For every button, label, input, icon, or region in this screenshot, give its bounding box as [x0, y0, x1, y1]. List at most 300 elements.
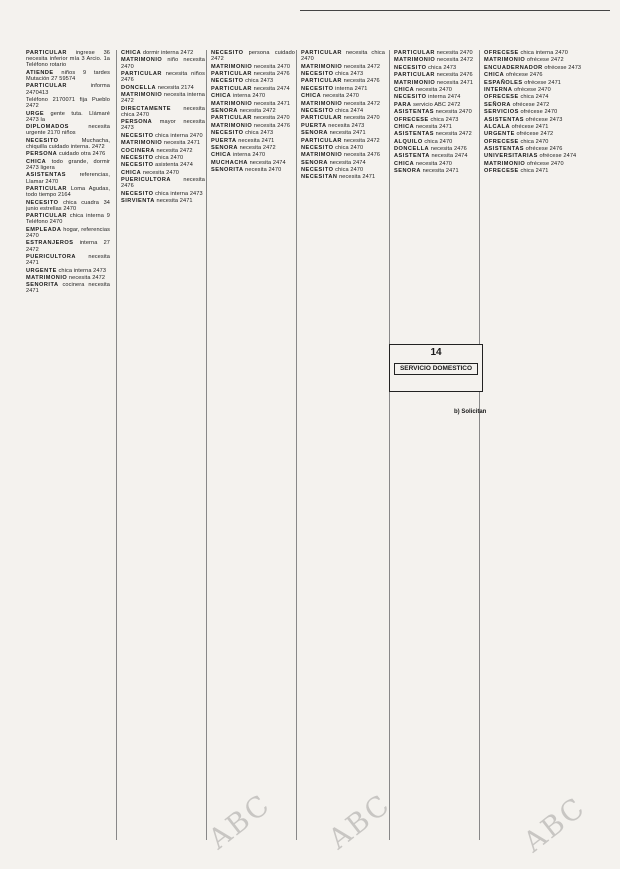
ad-text: chica 2470 — [520, 138, 549, 145]
ad-keyword: NECESITO — [26, 137, 59, 144]
ad-text: interna 2474 — [428, 94, 461, 101]
classified-ad — [211, 64, 295, 70]
ad-keyword: NECESITO — [301, 167, 334, 174]
section-subheading: b) Solicitan — [454, 409, 487, 415]
ad-keyword: PARTICULAR — [26, 50, 67, 56]
ad-column-6 — [484, 50, 584, 840]
ad-keyword: NECESITAN — [301, 174, 338, 181]
ad-keyword: MATRIMONIO — [301, 63, 343, 70]
ad-text: necesita 2476 — [430, 146, 467, 153]
classified-ad — [301, 50, 385, 62]
ad-keyword: PARTICULAR — [211, 70, 252, 77]
classified-ad — [26, 213, 110, 225]
classified-ad — [394, 168, 478, 174]
classified-ad — [211, 78, 295, 84]
ad-keyword: PARTICULAR — [26, 213, 67, 220]
ad-text: servicio ABC 2472 — [413, 101, 461, 108]
classified-ad — [394, 146, 478, 152]
ad-keyword: SENORA — [394, 168, 421, 175]
ad-text: necesita 2470 — [142, 169, 180, 176]
classified-ad — [26, 124, 110, 136]
ad-keyword: PARTICULAR — [301, 137, 342, 144]
ad-keyword: ASISTENTAS — [484, 116, 525, 123]
classified-ad — [394, 57, 478, 63]
ad-keyword: COCINERA — [121, 147, 155, 154]
classified-ad — [211, 167, 295, 173]
classified-ad — [26, 97, 110, 109]
classified-page — [24, 14, 584, 854]
ad-text: chica 2470 — [424, 138, 453, 145]
classified-ad — [484, 153, 584, 159]
ad-keyword: DONCELLA — [121, 84, 157, 91]
ad-text: persona cuidado 2472 — [211, 50, 295, 63]
ad-keyword: NECESITO — [394, 94, 427, 101]
classified-ad — [394, 50, 478, 56]
ad-keyword: PUERICULTORA — [121, 177, 171, 184]
classified-ad — [301, 101, 385, 107]
ad-keyword: NECESITO — [211, 50, 244, 56]
classified-ad — [484, 168, 584, 174]
ad-column-5 — [394, 50, 478, 840]
ad-keyword: MATRIMONIO — [121, 57, 163, 64]
ad-text: necesita 2472 — [436, 57, 474, 64]
ad-keyword: ESPAÑOLES — [484, 79, 523, 86]
classified-ad — [484, 109, 584, 115]
ad-keyword: DIPLOMADOS — [26, 124, 69, 131]
ad-text: chica 2473 — [245, 130, 274, 137]
ad-keyword: OFRECESE — [484, 138, 519, 145]
ad-text: necesita 2470 — [253, 115, 290, 122]
ad-text: niño necesita 2470 — [121, 57, 205, 70]
column-rule — [116, 50, 117, 840]
classified-ad — [121, 162, 205, 168]
classified-ad — [121, 71, 205, 83]
ad-text: dormir interna 2472 — [142, 50, 194, 56]
ad-text: necesita 2470 — [436, 50, 473, 56]
ad-text: necesita 2472 — [68, 274, 106, 281]
classified-ad — [211, 108, 295, 114]
classified-ad — [121, 119, 205, 131]
classified-ad — [484, 146, 584, 152]
ad-text: necesita 2473 — [328, 122, 365, 129]
classified-ad — [121, 177, 205, 189]
classified-ad — [394, 117, 478, 123]
classified-ad — [26, 50, 110, 69]
classified-ad — [26, 186, 110, 198]
classified-ad — [394, 72, 478, 78]
ad-keyword: MATRIMONIO — [484, 160, 526, 167]
ad-text: necesita 2471 — [415, 123, 453, 130]
classified-ad — [484, 94, 584, 100]
classified-ad — [211, 152, 295, 158]
ad-keyword: PUERTA — [211, 137, 237, 144]
ad-text: ofrécese 2471 — [524, 79, 562, 86]
ad-keyword: PERSONA — [121, 119, 153, 126]
ad-text: necesita 2470 — [435, 109, 472, 116]
ad-text: ofrécese 2476 — [525, 146, 563, 153]
ad-keyword: CHICA — [394, 123, 415, 130]
classified-ad — [121, 198, 205, 204]
ad-keyword: ASISTENTAS — [484, 146, 525, 153]
ad-keyword: SENORA — [211, 144, 238, 151]
ad-keyword: MATRIMONIO — [211, 100, 253, 107]
ad-text: cuidado otra 2476 — [58, 151, 106, 158]
classified-ad — [301, 108, 385, 114]
ad-text: necesita 2474 — [329, 159, 366, 166]
ad-column-1 — [26, 50, 110, 840]
ad-text: necesita 2476 — [436, 72, 473, 79]
classified-ad — [121, 140, 205, 146]
ad-keyword: PARTICULAR — [394, 72, 435, 79]
ad-text: niños 9 tardes Mutación 27 59574 — [26, 69, 110, 82]
ad-text: ofrécese 2470 — [520, 109, 558, 116]
ad-keyword: PARTICULAR — [211, 115, 252, 122]
classified-ad — [484, 124, 584, 130]
ad-keyword: PARTICULAR — [211, 85, 252, 92]
ad-keyword: CHICA — [394, 86, 415, 93]
classified-ad — [301, 78, 385, 84]
column-rule — [206, 50, 207, 840]
ad-keyword: EMPLEADA — [26, 226, 62, 233]
ad-keyword: CHICA — [121, 50, 142, 56]
ad-keyword: NECESITO — [121, 162, 154, 169]
classified-ad — [121, 148, 205, 154]
ad-text: necesita 2472 — [239, 107, 276, 114]
ad-keyword: DONCELLA — [394, 146, 430, 153]
ad-text: chica 2473 — [245, 78, 274, 85]
classified-ad — [211, 86, 295, 92]
ad-keyword: CHICA — [121, 169, 142, 176]
ad-keyword: MATRIMONIO — [301, 152, 343, 159]
ad-keyword: SENORA — [301, 159, 328, 166]
ad-text: necesita 2472 — [156, 147, 193, 154]
ad-keyword: PARTICULAR — [301, 78, 342, 85]
ad-text: gente tuta. Llámaré 2473 la — [26, 110, 110, 123]
classified-ad — [26, 111, 110, 123]
ad-keyword: ASISTENTAS — [394, 131, 435, 138]
ad-text: necesita interna 2472 — [121, 91, 205, 105]
ad-keyword: OFRECESE — [484, 94, 519, 101]
classified-ad — [211, 160, 295, 166]
ad-text: todo grande, dormir 2473 ligera — [26, 158, 110, 171]
abc-watermark: ABC — [517, 790, 592, 859]
ad-keyword: ENCUADERNADOR — [484, 64, 543, 71]
ad-keyword: ESTRANJEROS — [26, 240, 74, 247]
ad-keyword: ALQUILO — [394, 138, 423, 145]
classified-ad — [121, 92, 205, 104]
ad-keyword: SENORITA — [211, 167, 244, 174]
classified-ad — [484, 65, 584, 71]
ad-text: necesita 2476 — [343, 78, 380, 85]
classified-ad — [394, 102, 478, 108]
classified-ad — [484, 87, 584, 93]
ad-text: necesita 2470 — [415, 86, 453, 93]
classified-ad — [26, 268, 110, 274]
classified-ad — [211, 123, 295, 129]
ad-keyword: MATRIMONIO — [211, 122, 253, 129]
classified-ad — [484, 72, 584, 78]
classified-ad — [394, 131, 478, 137]
ad-keyword: ASISTENTAS — [394, 109, 435, 116]
classified-ad — [26, 138, 110, 150]
classified-ad — [301, 71, 385, 77]
classified-ad — [484, 139, 584, 145]
classified-ad — [301, 64, 385, 70]
ad-keyword: PARTICULAR — [26, 185, 67, 192]
ad-text: chica cuadra 34 junio estrellas 2470 — [26, 199, 110, 212]
classified-ad — [121, 57, 205, 69]
ad-keyword: NECESITO — [301, 144, 334, 151]
classified-ad — [394, 94, 478, 100]
ad-text: ofrécese 2471 — [511, 123, 549, 130]
ad-text: necesita 2470 — [343, 115, 380, 122]
classified-ad — [211, 101, 295, 107]
ad-keyword: UNIVERSITARIAS — [484, 153, 538, 160]
ad-text: asistenta 2474 — [155, 162, 193, 169]
classified-ad — [26, 282, 110, 294]
classified-ad — [394, 65, 478, 71]
ad-keyword: PERSONA — [26, 151, 58, 158]
ad-keyword: SIRVIENTA — [121, 198, 155, 205]
classified-ad — [394, 153, 478, 159]
ad-keyword: INTERNA — [484, 86, 513, 93]
classified-ad — [26, 172, 110, 184]
ad-text: necesita 2472 — [435, 131, 472, 138]
ad-text: necesita 2471 — [253, 100, 291, 107]
classified-ad — [26, 83, 110, 95]
ad-keyword: CHICA — [211, 93, 232, 100]
column-rule — [296, 50, 297, 840]
ad-text: necesita 2470 — [415, 160, 453, 167]
classified-ad — [121, 191, 205, 197]
ad-text: chica 2471 — [520, 168, 549, 175]
ad-keyword: URGE — [26, 110, 45, 117]
ad-text: necesita 2476 — [253, 122, 291, 129]
ad-keyword: NECESITO — [121, 190, 154, 197]
ad-text: necesita 2471 — [436, 79, 474, 86]
ad-text: necesita 2476 — [121, 177, 205, 190]
column-rule — [389, 50, 390, 840]
ad-keyword: URGENTE — [26, 267, 57, 274]
ad-keyword: PARTICULAR — [301, 115, 342, 122]
ad-text: referencias, Llamar 2470 — [26, 172, 110, 185]
classified-ad — [301, 130, 385, 136]
ad-keyword: MATRIMONIO — [484, 57, 526, 64]
classified-ad — [484, 50, 584, 56]
classified-ad — [121, 106, 205, 118]
ad-text: necesita 2474 — [431, 153, 468, 160]
ad-text: necesita 2470 — [322, 93, 360, 100]
ad-text: necesita 2470 — [245, 167, 282, 174]
ad-keyword: SENORA — [211, 107, 238, 114]
classified-ad — [301, 138, 385, 144]
classified-ad — [26, 254, 110, 266]
ad-text: chica 2470 — [335, 167, 364, 174]
section-number: 14 — [430, 347, 442, 358]
ad-keyword: NECESITO — [394, 64, 427, 71]
classified-ad — [301, 152, 385, 158]
ad-text: Muchacha, chiquilla cuidado interna. 2472 — [26, 137, 110, 150]
ad-keyword: SENORITA — [26, 282, 59, 289]
classified-ad — [26, 70, 110, 82]
ad-keyword: PARTICULAR — [394, 50, 435, 56]
ad-text: chica interna 2470 — [520, 50, 568, 56]
ad-text: necesita 2471 — [238, 137, 275, 144]
ad-keyword: CHICA — [484, 72, 505, 79]
ad-keyword: MATRIMONIO — [26, 274, 68, 281]
ad-text: chica interna 2470 — [155, 132, 203, 139]
classified-ad — [26, 227, 110, 239]
ad-text: interna 2470 — [232, 152, 266, 159]
ad-text: chica 2470 — [335, 144, 364, 151]
classified-ad — [394, 139, 478, 145]
ad-text: ofrécese 2473 — [525, 116, 563, 123]
ad-keyword: PUERTA — [301, 122, 327, 129]
classified-ad — [301, 123, 385, 129]
ad-text: Teléfono 2170071 fija Pueblo 2472 — [26, 96, 110, 110]
classified-ad — [26, 151, 110, 157]
ad-keyword: ASISTENTAS — [26, 172, 67, 179]
ad-keyword: ATIENDE — [26, 69, 54, 76]
ad-keyword: SENORA — [301, 130, 328, 137]
ad-text: necesita 2476 — [253, 70, 290, 77]
ad-text: ofrécese 2476 — [505, 72, 543, 79]
ad-keyword: OFRECESE — [394, 116, 429, 123]
classified-ad — [121, 133, 205, 139]
ad-text: necesita 2472 — [343, 100, 381, 107]
ad-text: interna 2471 — [335, 85, 368, 92]
ad-text: necesita 2476 — [343, 152, 381, 159]
classified-ad — [211, 50, 295, 62]
classified-ad — [301, 145, 385, 151]
ad-keyword: OFRECESE — [484, 50, 519, 56]
column-rule — [479, 50, 480, 840]
ad-keyword: MATRIMONIO — [211, 63, 253, 70]
ad-keyword: DIRECTAMENTE — [121, 105, 172, 112]
ad-text: necesita 2470 — [253, 63, 291, 70]
ad-text: necesita 2474 — [253, 85, 290, 92]
ad-keyword: MATRIMONIO — [301, 100, 343, 107]
ad-text: chica 2474 — [335, 107, 364, 114]
classified-ad — [211, 145, 295, 151]
ad-keyword: CHICA — [301, 93, 322, 100]
ad-keyword: ASISTENTA — [394, 153, 430, 160]
classified-ad — [301, 115, 385, 121]
ad-text: necesita 2472 — [239, 144, 276, 151]
classified-ad — [301, 174, 385, 180]
ad-column-4 — [301, 50, 385, 840]
ad-text: chica 2473 — [428, 64, 457, 71]
ad-text: necesita 2471 — [422, 168, 459, 175]
abc-watermark: ABC — [322, 787, 397, 856]
classified-ad — [26, 200, 110, 212]
ad-text: chica 2473 — [430, 116, 459, 123]
classified-ad — [26, 240, 110, 252]
classified-ad — [484, 102, 584, 108]
section-header-box — [389, 344, 483, 392]
ad-keyword: PARA — [394, 101, 412, 108]
classified-ad — [484, 131, 584, 137]
classified-ad — [26, 159, 110, 171]
classified-ad — [211, 115, 295, 121]
ad-text: chica interna 9 Teléfono 2470 — [26, 213, 110, 226]
ad-text: necesita 2471 — [156, 198, 193, 205]
classified-ad — [121, 50, 205, 56]
ad-keyword: MATRIMONIO — [121, 140, 163, 147]
ad-keyword: NECESITO — [121, 154, 154, 161]
ad-text: ofrécese 2472 — [526, 57, 564, 64]
ad-text: chica 2473 — [335, 70, 364, 77]
ad-text: necesita 2474 — [249, 159, 286, 166]
classified-ad — [121, 155, 205, 161]
ad-keyword: NECESITO — [301, 107, 334, 114]
ad-text: chica 2470 — [155, 154, 184, 161]
ad-keyword: PARTICULAR — [121, 70, 162, 77]
ad-text: necesita 2472 — [343, 137, 380, 144]
ad-text: necesita 2471 — [163, 140, 201, 147]
classified-ad — [394, 87, 478, 93]
ad-text: necesita 2471 — [26, 253, 110, 267]
classified-ad — [121, 170, 205, 176]
classified-ad — [484, 57, 584, 63]
ad-keyword: ALCALA — [484, 123, 510, 130]
ad-keyword: NECESITO — [301, 70, 334, 77]
ad-text: necesita 2174 — [157, 84, 194, 91]
ad-keyword: NECESITO — [211, 78, 244, 85]
ad-text: Loma Agudas, todo tiempo 2164 — [26, 185, 110, 199]
ad-text: interna 2470 — [232, 93, 266, 100]
classified-ad — [394, 109, 478, 115]
classified-ad — [484, 161, 584, 167]
ad-keyword: NECESITO — [301, 85, 334, 92]
ad-text: chica 2474 — [520, 94, 549, 101]
ad-keyword: SERVICIOS — [484, 109, 519, 116]
ad-keyword: CHICA — [394, 160, 415, 167]
section-title: SERVICIO DOMESTICO — [394, 363, 478, 375]
ad-text: necesita chica 2470 — [301, 50, 385, 63]
ad-keyword: PARTICULAR — [26, 83, 67, 90]
classified-ad — [484, 80, 584, 86]
ad-text: mayor necesita 2473 — [121, 119, 205, 132]
classified-ad — [26, 275, 110, 281]
classified-ad — [211, 93, 295, 99]
ad-text: necesita niños 2476 — [121, 70, 205, 84]
classified-ad — [394, 80, 478, 86]
ad-keyword: URGENTE — [484, 131, 515, 138]
ad-keyword: MUCHACHA — [211, 159, 248, 166]
ad-keyword: NECESITO — [26, 199, 59, 206]
ad-text: chica interna 2473 — [58, 267, 107, 274]
ad-text: necesita urgente 2170 niños — [26, 124, 110, 137]
ad-text: ofrécese 2472 — [512, 101, 550, 108]
ad-text: hogar, referencias 2470 — [26, 226, 110, 239]
classified-ad — [394, 161, 478, 167]
ad-text: interna 27 2472 — [26, 240, 110, 253]
classified-ad — [484, 117, 584, 123]
classified-ad — [211, 130, 295, 136]
ad-text: chica interna 2473 — [155, 190, 203, 197]
header-rule — [300, 10, 610, 11]
ad-keyword: MATRIMONIO — [394, 79, 436, 86]
ad-text: ofrécese 2470 — [526, 160, 564, 167]
abc-watermark: ABC — [202, 787, 277, 856]
ad-keyword: PARTICULAR — [301, 50, 342, 56]
ad-text: necesita 2472 — [343, 63, 381, 70]
classified-ad — [301, 167, 385, 173]
classified-ad — [121, 85, 205, 91]
ad-text: cocinera necesita 2471 — [26, 282, 110, 295]
ad-text: informa 2470413 — [26, 83, 110, 96]
